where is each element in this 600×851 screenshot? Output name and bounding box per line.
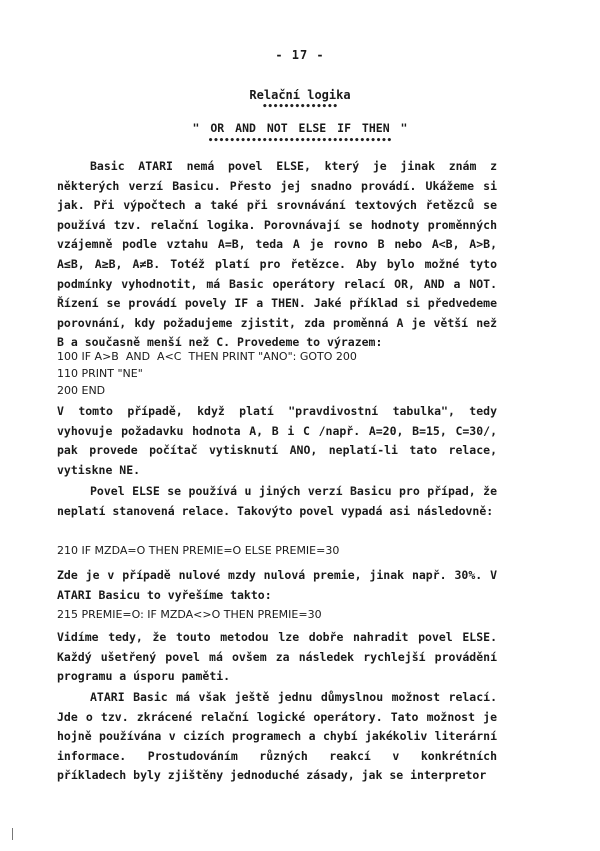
paragraph-shortened-operators: ATARI Basic má však ještě jednu důmyslnou možnost relací. Jde o tzv. zkrácené relační logické operátory. Tato možnost je hojně používána v cizích programech a chybí jakékoliv literární informace. Prostudováním různých reakcí v konkrétních příkladech byly zjištěny jednoduché zásady, jak se interpretor: [57, 690, 497, 783]
code-block-atari: 215 PREMIE=O: IF MZDA<>O THEN PREMIE=30: [57, 608, 322, 621]
paragraph-zero-wage: Zde je v případě nulové mzdy nulová premie, jinak např. 30%. V ATARI Basicu to vyřešíme takto:: [57, 568, 497, 602]
title-dotted-underline: ••••••••••••••: [262, 102, 338, 112]
paragraph-intro: Basic ATARI nemá povel ELSE, který je jinak znám z některých verzí Basicu. Přesto jej snadno provádí. Ukážeme si jak. Při výpočtech a také při srovnávání textových řetězců se používá tzv. relační logika. Porovnávají se hodnoty proměnných vzájemně podle vztahu A=B, teda A je rovno B nebo A<B, A>B, A≤B, A≥B, A≠B. Totéž platí pro řetězce. Aby bylo možné tyto podmínky vyhodnotit, má Basic operátory relací OR, AND a NOT. Řízení se provádí povely IF a THEN. Jaké příklad si předvedeme porovnání, kdy požadujeme zjistit, zda proměnná A je větší než B a současně menší než C. Provedeme to výrazem:: [57, 159, 497, 350]
paragraph-truth-table: V tomto případě, když platí "pravdivostní tabulka", tedy vyhovuje požadavku hodnota A, B i C /např. A=20, B=15, C=30/, pak provede počítač vytisknutí ANO, neplatí-li tato relace, vytiskne NE.: [57, 404, 497, 477]
code-block-if-then: 100 IF A>B AND A<C THEN PRINT "ANO": GOTO 200 110 PRINT "NE" 200 END: [57, 350, 357, 397]
subtitle-dotted-underline: ••••••••••••••••••••••••••••••••••: [207, 136, 393, 146]
code-block-else: 210 IF MZDA=O THEN PREMIE=O ELSE PREMIE=30: [57, 544, 340, 557]
page-number: - 17 -: [275, 48, 325, 62]
section-title: Relační logika: [249, 88, 351, 102]
section-subtitle: " OR AND NOT ELSE IF THEN ": [192, 121, 408, 135]
paragraph-replace-else: Vidíme tedy, že touto metodou lze dobře nahradit povel ELSE. Každý ušetřený povel má ovšem za následek rychlejší provádění programu a úsporu paměti.: [57, 630, 497, 684]
margin-mark: [12, 828, 13, 840]
paragraph-else: Povel ELSE se používá u jiných verzí Basicu pro případ, že neplatí stanovená relace. Takovýto povel vypadá asi následovně:: [57, 484, 497, 518]
